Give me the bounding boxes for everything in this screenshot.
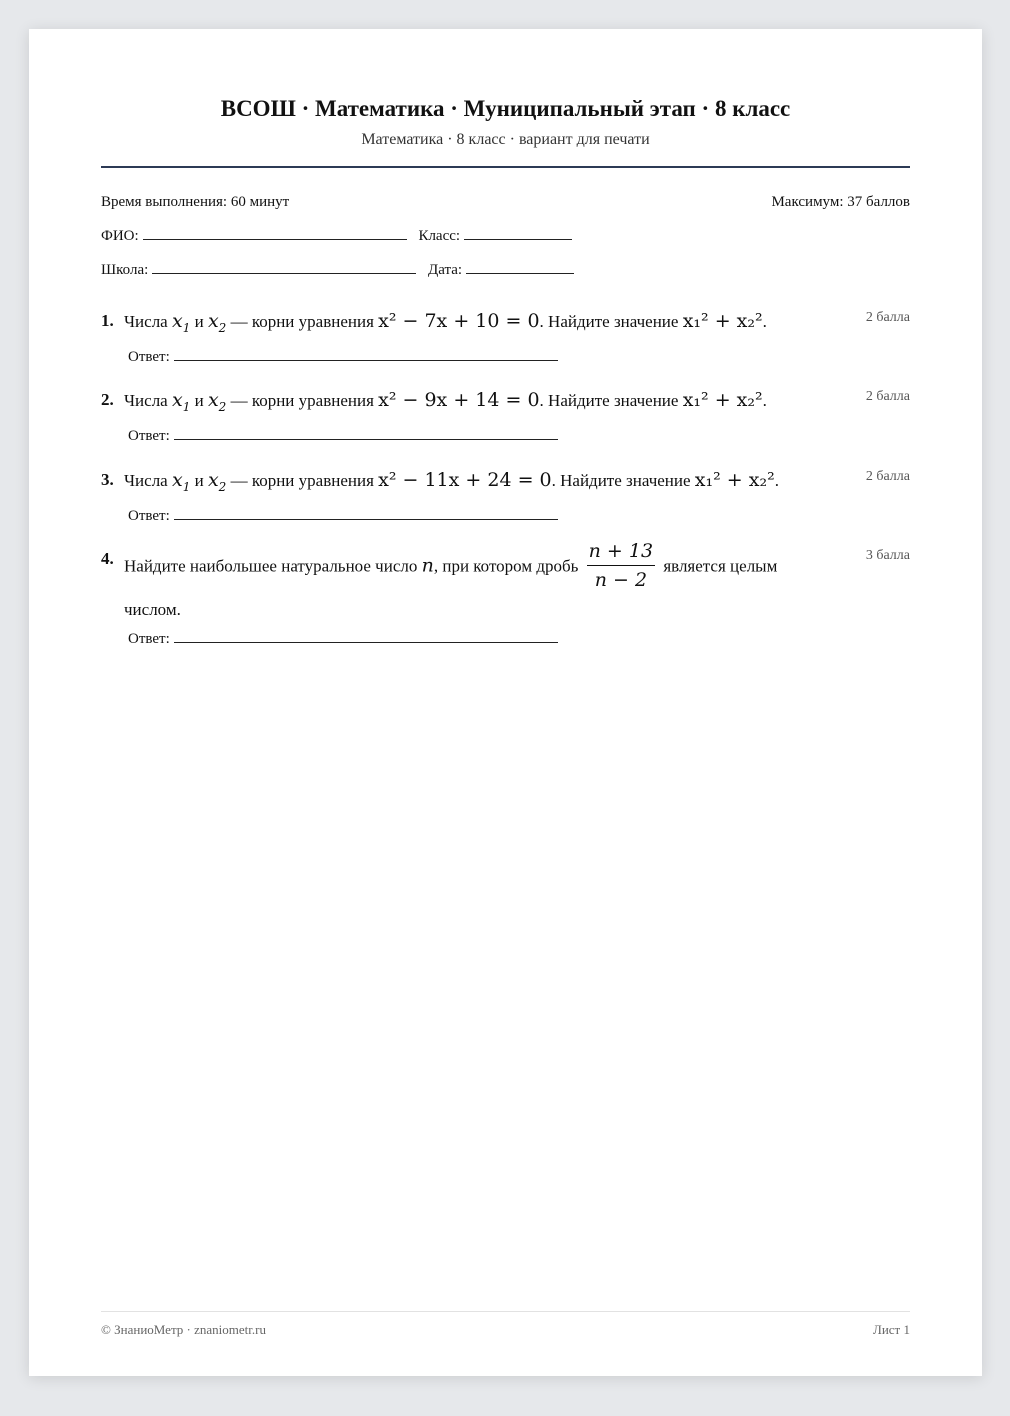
max-score: Максимум: 37 баллов: [771, 194, 910, 210]
math-x1: $x_1$: [171, 310, 191, 335]
question-text: Найдите наибольшее натуральное число n, при котором дробь $\frac{n + 13}{n - 2}$ является целым числом.: [124, 539, 824, 622]
target-expression: x₁² + x₂²: [694, 469, 775, 491]
page-subtitle: Математика · 8 класс · вариант для печати: [361, 131, 650, 148]
worksheet-page: [29, 29, 982, 1376]
math-x2: $x_2$: [207, 389, 227, 414]
question-number: 1.: [101, 311, 114, 330]
date-label: Дата:: [428, 262, 463, 278]
math-n: n: [421, 554, 434, 577]
answer-row: [128, 627, 558, 650]
answer-label: Ответ:: [128, 631, 170, 647]
school-date-row: [101, 257, 574, 281]
question-number: 2.: [101, 390, 114, 409]
fio-label: ФИО:: [101, 228, 139, 244]
answer-field[interactable]: [174, 424, 558, 440]
target-expression: x₁² + x₂²: [682, 389, 763, 411]
footer-page-number: Лист 1: [873, 1322, 910, 1337]
equation: x² − 9x + 14 = 0: [378, 389, 540, 411]
answer-label: Ответ:: [128, 349, 170, 365]
question-text-continued: числом.: [124, 600, 181, 619]
answer-row: [128, 424, 558, 447]
question-number: 4.: [101, 549, 114, 568]
fraction-numerator: n + 13: [587, 537, 655, 566]
math-x2: $x_2$: [207, 469, 227, 494]
math-x1: $x_1$: [171, 389, 191, 414]
footer-divider: [101, 1311, 910, 1312]
time-limit: Время выполнения: 60 минут: [101, 194, 290, 210]
math-x1: $x_1$: [171, 469, 191, 494]
school-field[interactable]: [152, 257, 416, 274]
school-label: Школа:: [101, 262, 149, 278]
question-text: Числа $x_1$ и $x_2$ — корни уравнения x² − 7x + 10 = 0. Найдите значение x₁² + x₂².: [124, 310, 767, 335]
class-label: Класс:: [418, 228, 461, 244]
question-points: 3 балла: [865, 548, 910, 563]
question-text: Числа $x_1$ и $x_2$ — корни уравнения x² − 9x + 14 = 0. Найдите значение x₁² + x₂².: [124, 389, 767, 414]
class-field[interactable]: [464, 223, 572, 240]
answer-field[interactable]: [174, 627, 558, 643]
equation: x² − 7x + 10 = 0: [378, 310, 540, 332]
answer-row: [128, 345, 558, 368]
fraction: [587, 537, 655, 594]
answer-row: [128, 504, 558, 527]
question-number: 3.: [101, 470, 114, 489]
fraction-denominator: n − 2: [594, 569, 648, 591]
footer-copyright: © ЗнаниоМетр · znaniometr.ru: [101, 1322, 266, 1337]
page-title: ВСОШ · Математика · Муниципальный этап · 8 класс: [220, 96, 791, 121]
question-points: 2 балла: [865, 389, 910, 404]
fio-class-row: [101, 223, 572, 247]
answer-label: Ответ:: [128, 508, 170, 524]
equation: x² − 11x + 24 = 0: [378, 469, 552, 491]
question-text: Числа $x_1$ и $x_2$ — корни уравнения x² − 11x + 24 = 0. Найдите значение x₁² + x₂².: [124, 469, 779, 494]
question-points: 2 балла: [865, 310, 910, 325]
answer-field[interactable]: [174, 504, 558, 520]
date-field[interactable]: [466, 257, 574, 274]
math-x2: $x_2$: [207, 310, 227, 335]
target-expression: x₁² + x₂²: [682, 310, 763, 332]
answer-label: Ответ:: [128, 428, 170, 444]
answer-field[interactable]: [174, 345, 558, 361]
header-divider: [101, 166, 910, 168]
fio-field[interactable]: [143, 223, 407, 240]
question-points: 2 балла: [865, 469, 910, 484]
